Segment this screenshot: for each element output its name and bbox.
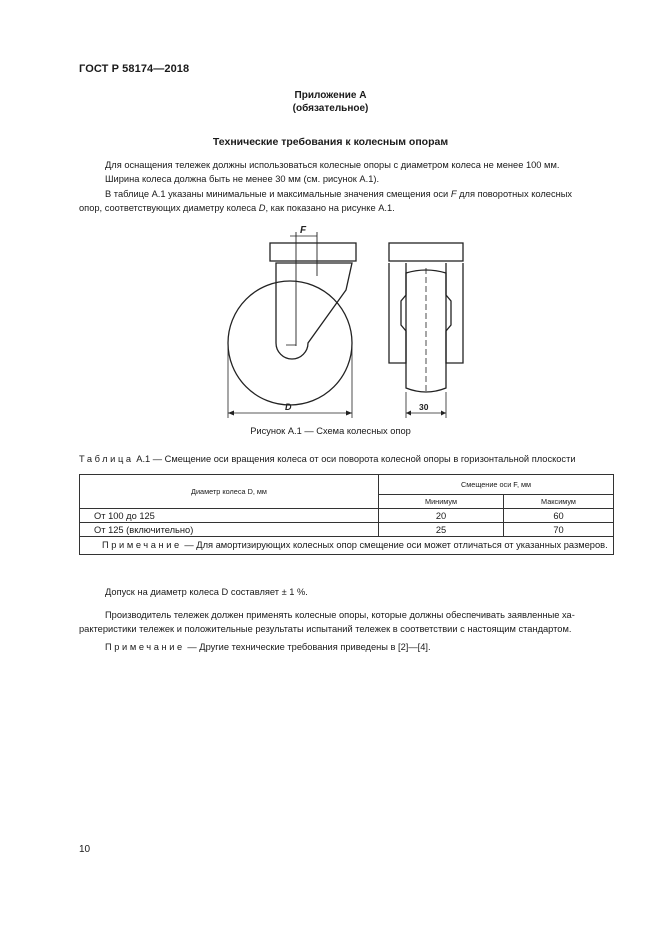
figure-caption: Рисунок А.1 — Схема колесных опор <box>250 426 411 436</box>
mount-plate <box>270 243 356 261</box>
caster-diagram <box>205 225 475 424</box>
table-row <box>80 509 614 523</box>
annex-subtitle: (обязательное) <box>292 103 369 114</box>
note-label: Примечание <box>105 642 185 652</box>
row2-max: 70 <box>504 523 614 537</box>
table-title-text: А.1 — Смещение оси вращения колеса от оси поворота колесной опоры в горизонтальной плоскости <box>133 454 576 464</box>
var-f: F <box>450 188 457 199</box>
table-header-row <box>80 475 614 495</box>
table-ref-line-1 <box>79 187 614 201</box>
section-title: Технические требования к колесным опорам <box>212 136 449 148</box>
table-note-label: Примечание <box>102 540 182 550</box>
tolerance-text: Допуск на диаметр колеса D составляет ± 1 %. <box>105 587 308 597</box>
table-note <box>80 537 614 555</box>
header-diameter: Диаметр колеса D, мм <box>80 475 379 509</box>
table-ref-line-2 <box>79 201 614 215</box>
intro-line-2: Ширина колеса должна быть не менее 30 мм (см. рисунок А.1). <box>105 174 380 185</box>
note-paragraph <box>79 640 614 654</box>
row2-diameter: От 125 (включительно) <box>80 523 379 537</box>
row1-diameter: От 100 до 125 <box>80 509 379 523</box>
note-text: — Другие технические требования приведены в [2]—[4]. <box>184 642 431 652</box>
offset-table <box>79 474 614 555</box>
front-fork-right <box>446 263 463 363</box>
label-f: F <box>300 225 307 236</box>
table-row <box>80 523 614 537</box>
label-30: 30 <box>419 402 429 412</box>
header-min: Минимум <box>379 495 504 509</box>
annex-title: Приложение А <box>294 90 367 101</box>
page-number: 10 <box>79 844 91 855</box>
note-line <box>79 640 614 654</box>
row1-max: 60 <box>504 509 614 523</box>
table-ref-text-d: , как показано на рисунке А.1. <box>265 203 395 214</box>
table-ref-text-a: В таблице А.1 указаны минимальные и максимальные значения смещения оси <box>105 188 451 199</box>
table-title <box>79 454 576 464</box>
document-code: ГОСТ Р 58174—2018 <box>79 63 190 75</box>
front-plate <box>389 243 463 261</box>
tolerance-paragraph <box>79 585 614 599</box>
table-ref-text-c: опор, соответствующих диаметру колеса <box>79 203 259 214</box>
header-max: Максимум <box>504 495 614 509</box>
intro-line-1: Для оснащения тележек должны использоваться колесные опоры с диаметром колеса не менее 100 мм. <box>105 160 560 170</box>
wheel-circle <box>228 281 352 405</box>
manufacturer-line-1: Производитель тележек должен применять колесные опоры, которые должны обеспечивать заявленные ха- <box>105 610 575 620</box>
row2-min: 25 <box>379 523 504 537</box>
table-ref-text-b: для поворотных колесных <box>456 188 573 199</box>
intro-paragraph <box>79 158 614 216</box>
manufacturer-line-2: рактеристики тележек и положительные результаты испытаний тележек в соответствии с настоящим стандартом. <box>79 624 572 635</box>
manufacturer-paragraph <box>79 608 614 637</box>
table-note-text: — Для амортизирующих колесных опор смещение оси может отличаться от указанных размеров. <box>181 540 608 550</box>
table-note-row <box>80 537 614 555</box>
front-fork-left <box>389 263 406 363</box>
var-d: D <box>258 203 266 214</box>
label-d: D <box>285 402 292 412</box>
row1-min: 20 <box>379 509 504 523</box>
table-word: Таблица <box>79 454 134 464</box>
header-offset: Смещение оси F, мм <box>379 475 614 495</box>
